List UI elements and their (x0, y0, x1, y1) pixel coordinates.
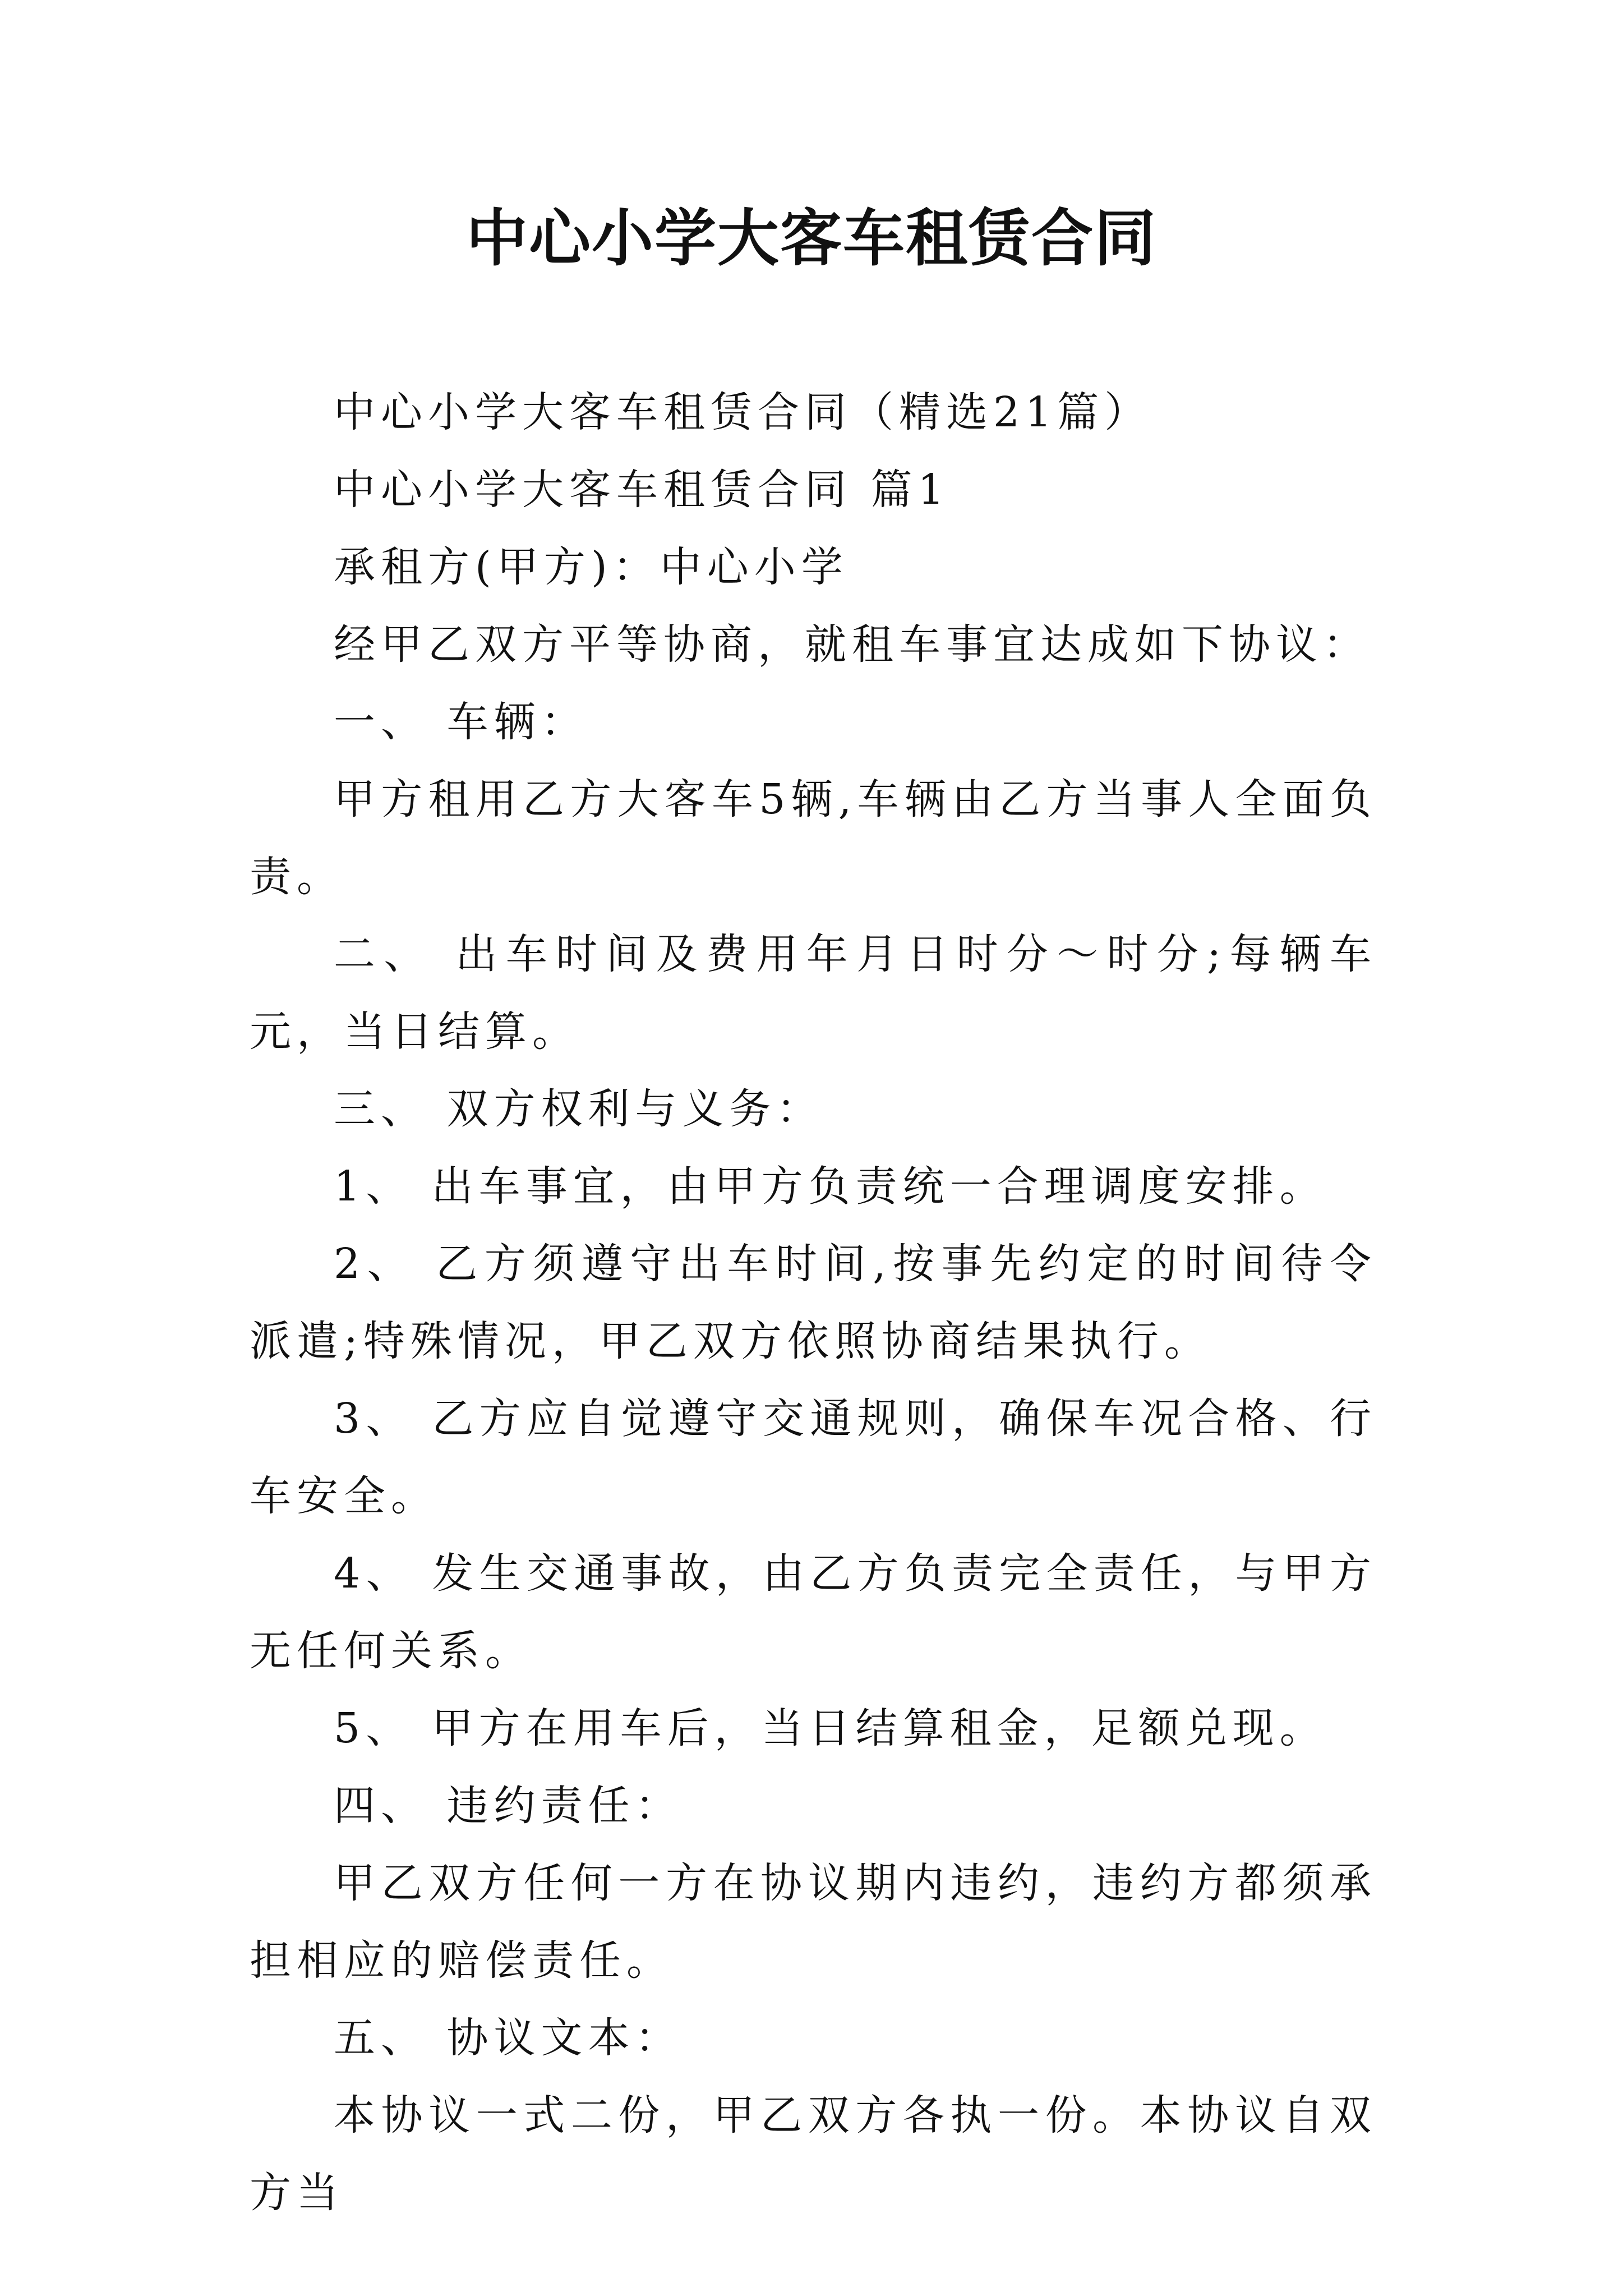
paragraph-section-title: 中心小学大客车租赁合同 篇1 (334, 466, 950, 514)
document-title: 中心小学大客车租赁合同 (466, 202, 1157, 274)
paragraph-item-3: 3、 乙方应自觉遵守交通规则，确保车况合格、行车安全。 (250, 1395, 1377, 1520)
paragraph-clause-4-body: 甲乙双方任何一方在协议期内违约，违约方都须承担相应的赔偿责任。 (250, 1859, 1377, 1985)
paragraph-clause-5-body: 本协议一式二份，甲乙双方各执一份。本协议自双方当 (250, 2091, 1377, 2217)
paragraph-item-5: 5、 甲方在用车后，当日结算租金，足额兑现。 (334, 1704, 1327, 1752)
paragraph-clause-3-title: 三、 双方权利与义务： (334, 1085, 824, 1133)
paragraph-clause-5-title: 五、 协议文本： (334, 2014, 683, 2062)
paragraph-clause-4-title: 四、 违约责任： (334, 1782, 683, 1830)
paragraph-item-4: 4、 发生交通事故，由乙方负责完全责任，与甲方无任何关系。 (250, 1549, 1377, 1675)
paragraph-lessee: 承租方(甲方)：中心小学 (334, 543, 849, 591)
paragraph-clause-1-title: 一、 车辆： (334, 698, 588, 746)
paragraph-clause-1-body: 甲方租用乙方大客车5辆,车辆由乙方当事人全面负责。 (250, 775, 1377, 901)
paragraph-item-2: 2、 乙方须遵守出车时间,按事先约定的时间待令派遣;特殊情况，甲乙双方依照协商结果执行。 (250, 1240, 1377, 1365)
paragraph-intro: 经甲乙双方平等协商，就租车事宜达成如下协议： (334, 620, 1370, 669)
paragraph-item-1: 1、 出车事宜，由甲方负责统一合理调度安排。 (334, 1162, 1327, 1211)
paragraph-clause-2: 二、 出车时间及费用年月日时分～时分;每辆车元，当日结算。 (250, 930, 1377, 1056)
paragraph-heading: 中心小学大客车租赁合同（精选21篇） (334, 388, 1152, 436)
document-body (250, 374, 1377, 2231)
